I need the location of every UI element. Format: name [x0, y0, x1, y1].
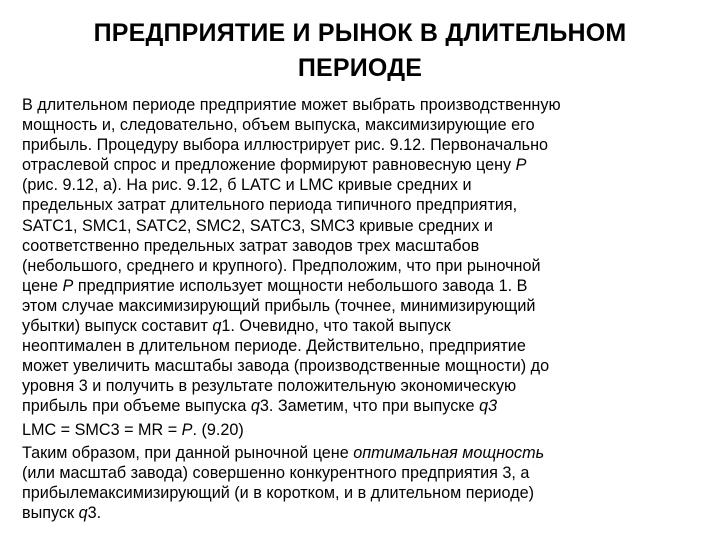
output-symbol: q: [250, 397, 260, 416]
text-line: мощность и, следовательно, объем выпуска, максимизирующие его: [22, 116, 535, 135]
text-line: [22, 276, 702, 296]
text-run: 1. Очевидно, что такой выпуск: [221, 317, 451, 336]
text-line: (рис. 9.12, а). На рис. 9.12, б LATC и LMC кривые средних и: [22, 176, 472, 195]
paragraph-1: [22, 95, 702, 417]
text-run: Таким образом, при данной рыночной цене: [22, 443, 354, 462]
text-line: неоптимален в длительном периоде. Действительно, предприятие: [22, 337, 526, 356]
price-symbol: P: [62, 276, 74, 295]
text-line: [22, 316, 702, 336]
text-run: убытки) выпуск составит: [22, 317, 213, 336]
title-line-1: ПРЕДПРИЯТИЕ И РЫНОК В ДЛИТЕЛЬНОМ: [93, 19, 627, 47]
paragraph-2: [22, 443, 702, 523]
text-line: [22, 155, 702, 175]
text-line: предельных затрат длительного периода типичного предприятия,: [22, 196, 518, 215]
text-run: 3. Заметим, что при выпуске: [259, 397, 480, 416]
text-line: (или масштаб завода) совершенно конкурентного предприятия 3, а: [22, 463, 530, 482]
slide-title: [30, 16, 690, 86]
text-line: прибыль. Процедуру выбора иллюстрирует рис. 9.12. Первоначально: [22, 136, 549, 155]
formula-number: . (9.20): [192, 420, 244, 439]
text-line: SATC1, SMC1, SATC2, SMC2, SATC3, SMC3 кривые средних и: [22, 216, 493, 235]
price-symbol: P: [515, 156, 527, 175]
output-symbol: q: [212, 317, 222, 336]
text-run: цене: [22, 276, 63, 295]
text-run: 3: [488, 397, 498, 416]
text-run: предприятие использует мощности небольшого завода 1. В: [73, 276, 528, 295]
formula: [22, 420, 702, 440]
text-line: прибылемаксимизирующий (и в коротком, и в длительном периоде): [22, 483, 535, 502]
text-line: соответственно предельных затрат заводов трех масштабов: [22, 236, 480, 255]
title-line-2: ПЕРИОДЕ: [297, 54, 423, 82]
text-line: этом случае максимизирующий прибыль (точнее, минимизирующий: [22, 296, 536, 315]
text-line: [22, 396, 702, 416]
slide-body: [22, 95, 702, 526]
text-line: [22, 503, 702, 523]
output-symbol: q: [78, 503, 88, 522]
formula-text: LMC = SMC3 = MR =: [22, 420, 182, 439]
formula-line: [22, 420, 702, 440]
text-line: (небольшого, среднего и крупного). Предположим, что при рыночной: [22, 256, 541, 275]
text-run: выпуск: [22, 503, 79, 522]
text-line: уровня 3 и получить в результате положительную экономическую: [22, 377, 517, 396]
price-symbol: P: [181, 420, 193, 439]
text-run: отраслевой спрос и предложение формируют равновесную цену: [22, 156, 516, 175]
text-line: может увеличить масштабы завода (производственные мощности) до: [22, 357, 550, 376]
text-line: [22, 443, 702, 463]
text-line: В длительном периоде предприятие может выбрать производственную: [22, 96, 561, 114]
text-run: прибыль при объеме выпуска: [22, 397, 251, 416]
output-symbol: q: [479, 397, 489, 416]
text-run: 3.: [87, 503, 102, 522]
emphasis-term: оптимальная мощность: [353, 443, 545, 462]
